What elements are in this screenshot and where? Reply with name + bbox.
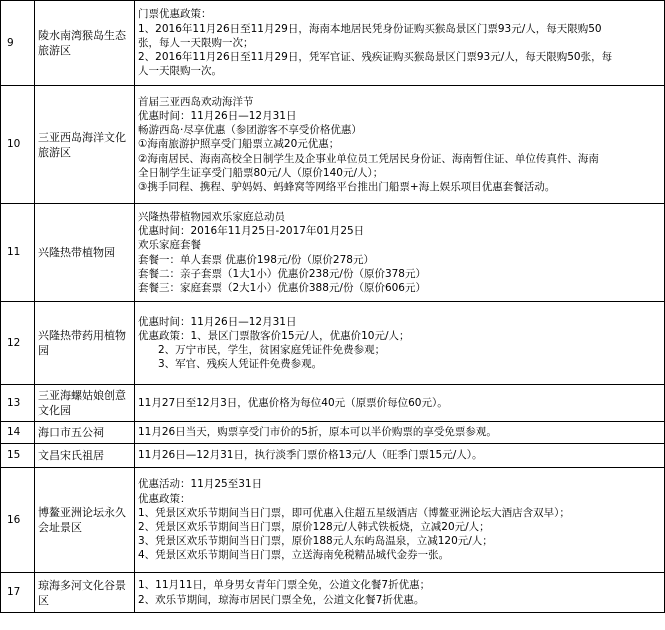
attraction-name: 陵水南湾猴岛生态旅游区 (35, 1, 135, 86)
row-number: 11 (1, 204, 35, 302)
detail-line: 套餐二：亲子套票（1大1小）优惠价238元/份（原价378元） (138, 267, 426, 280)
detail-line: 首届三亚西岛欢动海洋节 (138, 95, 254, 108)
detail-line: 优惠活动：11月25至31日 (138, 478, 263, 491)
table-row (1, 86, 665, 204)
detail-line: 畅游西岛·尽享优惠（参团游客不享受价格优惠） (138, 124, 362, 137)
row-number: 14 (1, 422, 35, 444)
attraction-name: 三亚西岛海洋文化旅游区 (35, 86, 135, 204)
attraction-name: 博鳌亚洲论坛永久会址景区 (35, 468, 135, 573)
detail-line: 优惠时间：11月26日—12月31日 (138, 109, 297, 122)
row-number: 15 (1, 444, 35, 468)
table-row (1, 302, 665, 385)
table-row (1, 1, 665, 86)
detail-line: 套餐一：单人套票 优惠价198元/份（原价278元） (138, 253, 374, 266)
attraction-name: 三亚海螺姑娘创意文化园 (35, 385, 135, 422)
detail-line: 优惠政策： (138, 492, 191, 505)
detail-line: 全日制学生证享受门船票80元/人（原价140元/人）； (138, 166, 384, 179)
attraction-name: 兴隆热带植物园 (35, 204, 135, 302)
table-row (1, 385, 665, 422)
discount-details (135, 444, 665, 468)
detail-line: 2、凭景区欢乐节期间当日门票，原价128元/人韩式铁板烧，立减20元/人； (138, 521, 490, 533)
detail-line: ②海南居民、海南高校全日制学生及企事业单位员工凭居民身份证、海南暂住证、单位传真件、海南 (138, 152, 599, 165)
row-number: 16 (1, 468, 35, 573)
detail-line: ①海南旅游护照享受门船票立减20元优惠； (138, 138, 340, 151)
attraction-name: 文昌宋氏祖居 (35, 444, 135, 468)
detail-line: 1、2016年11月26日至11月29日，海南本地居民凭身份证购买猴岛景区门票93元/人，每天限购50 (138, 22, 602, 35)
attraction-name: 海口市五公祠 (35, 422, 135, 444)
attraction-name: 琼海多河文化谷景区 (35, 573, 135, 613)
row-number: 13 (1, 385, 35, 422)
detail-line: 11月26日当天，购票享受门市价的5折，原本可以半价购票的享受免票参观。 (138, 426, 497, 439)
discount-details (135, 468, 665, 573)
detail-line: 2、万宁市民，学生，贫困家庭凭证件免费参观； (158, 344, 386, 356)
table-row (1, 422, 665, 444)
detail-line: 1、11月11日，单身男女青年门票全免，公道文化餐7折优惠； (138, 579, 431, 592)
detail-line: 1、凭景区欢乐节期间当日门票，即可优惠入住超五星级酒店（博鳌亚洲论坛大酒店含双早）； (138, 506, 570, 519)
discount-details (135, 573, 665, 613)
discount-details (135, 204, 665, 302)
table-row (1, 573, 665, 613)
detail-line: 门票优惠政策： (138, 8, 212, 21)
discount-details (135, 302, 665, 385)
table-row (1, 444, 665, 468)
table-row (1, 468, 665, 573)
detail-line: 11月27日至12月3日，优惠价格为每位40元（原票价每位60元）。 (138, 396, 448, 409)
detail-line: 优惠时间：11月26日—12月31日 (138, 315, 297, 328)
table-row (1, 204, 665, 302)
detail-line: 2、欢乐节期间，琼海市居民门票全免，公道文化餐7折优惠。 (138, 593, 425, 606)
detail-line: 11月26日—12月31日，执行淡季门票价格13元/人（旺季门票15元/人）。 (138, 449, 483, 462)
discount-details (135, 86, 665, 204)
detail-line: 3、军官、残疾人凭证件免费参观。 (158, 358, 323, 371)
row-number: 17 (1, 573, 35, 613)
detail-line: 优惠政策：1、景区门票散客价15元/人，优惠价10元/人； (138, 329, 410, 342)
row-number: 12 (1, 302, 35, 385)
detail-line: 人一天限购一次。 (138, 65, 222, 78)
attraction-name: 兴隆热带药用植物园 (35, 302, 135, 385)
detail-line: 兴隆热带植物园欢乐家庭总动员 (138, 210, 285, 223)
detail-line: 3、凭景区欢乐节期间当日门票，原价188元人东屿岛温泉，立减120元/人； (138, 535, 493, 548)
detail-line: 张，每人一天限购一次； (138, 36, 254, 49)
discount-details (135, 385, 665, 422)
row-number: 9 (1, 1, 35, 86)
discount-details (135, 422, 665, 444)
detail-line: 欢乐家庭套餐 (138, 239, 201, 252)
row-number: 10 (1, 86, 35, 204)
discount-details (135, 1, 665, 86)
detail-line: 优惠时间：2016年11月25日-2017年01月25日 (138, 225, 365, 238)
detail-line: 4、凭景区欢乐节期间当日门票，立送海南免税精品城代金券一张。 (138, 549, 450, 562)
detail-line: 套餐三：家庭套票（2大1小）优惠价388元/份（原价606元） (138, 281, 426, 294)
detail-line: 2、2016年11月26日至11月29日，凭军官证、残疾证购买猴岛景区门票93元/人，每天限购50张，每 (138, 51, 613, 64)
detail-line: ③携手同程、携程、驴妈妈、蚂蜂窝等网络平台推出门船票+海上娱乐项目优惠套餐活动。 (138, 181, 556, 193)
